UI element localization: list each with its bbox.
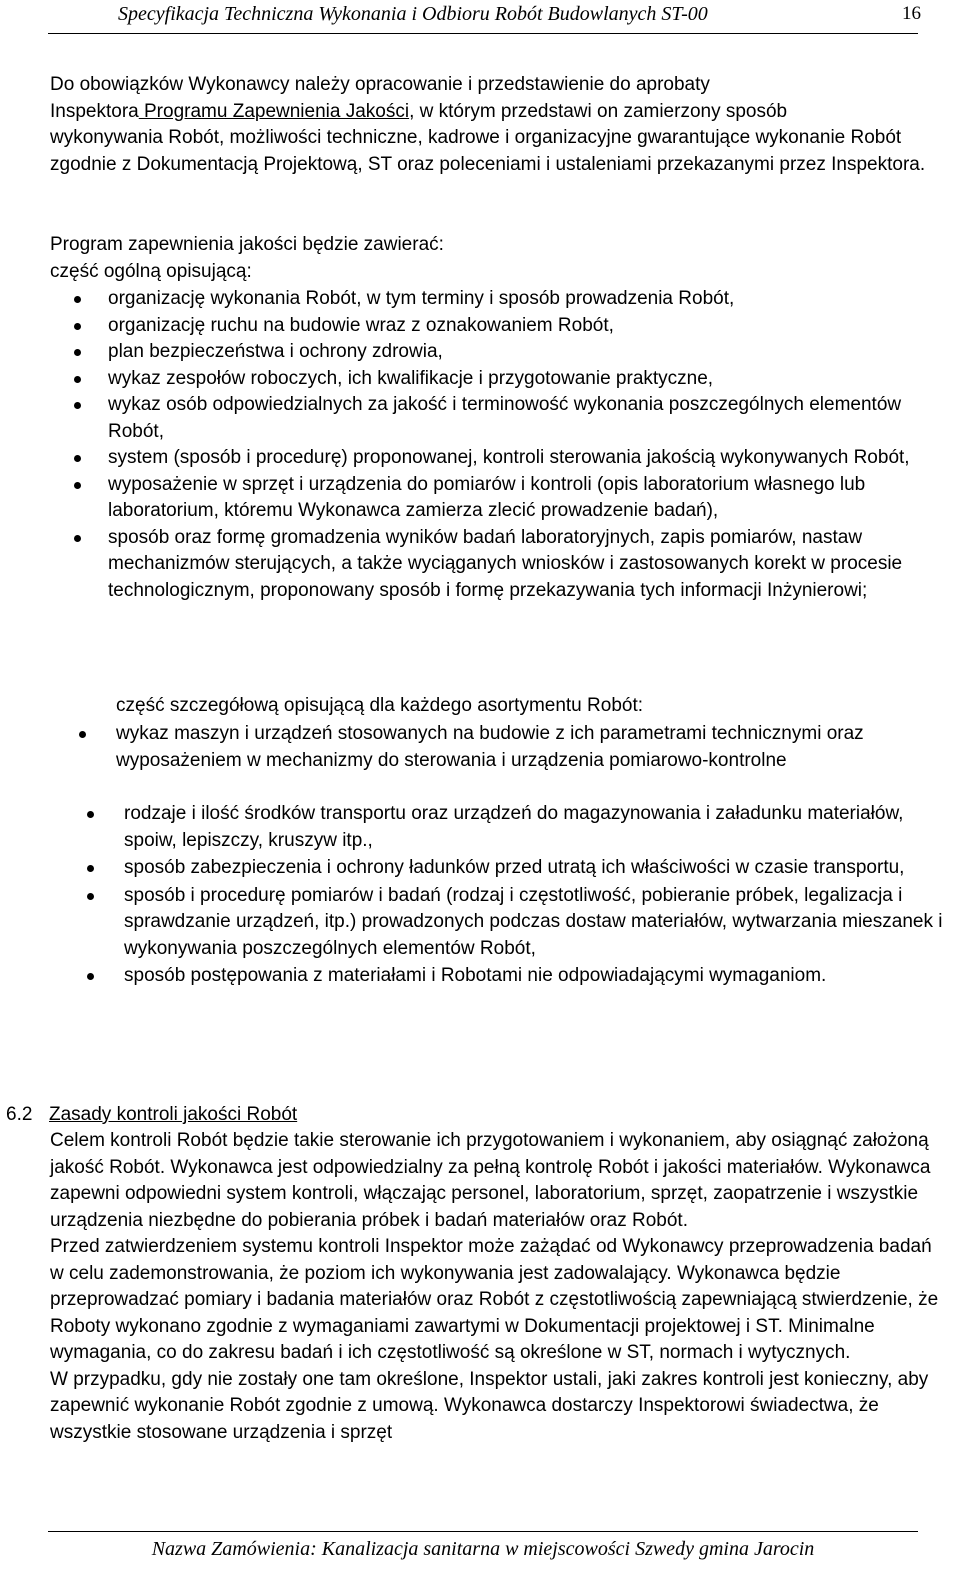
list-item-text: organizację wykonania Robót, w tym terminy i sposób prowadzenia Robót, [108,288,735,309]
list-item-text: wyposażenie w sprzęt i urządzenia do pomiarów i kontroli (opis laboratorium własnego lub laboratorium, któremu Wykonawca zamierza zlecić prowadzenie badań), [108,473,866,521]
list-item-text: rodzaje i ilość środków transportu oraz urządzeń do magazynowania i załadunku materiałów, spoiw, lepiszczy, kruszyw itp., [124,803,904,851]
section-paragraph: Celem kontroli Robót będzie takie sterowanie ich przygotowaniem i wykonaniem, aby osiągnąć założoną jakość Robót. Wykonawca jest odpowiedzialny za pełną kontrolę Robót i jakości materiałów. Wykonawca zapewni odpowiedni system kontroli, włączając personel, laboratorium, sprzęt, zaopatrzenie i wszystkie urządzenia niezbędne do pobierania próbek i badań materiałów oraz Robót. [50,1130,931,1231]
list-item-text: sposób postępowania z materiałami i Robotami nie odpowiadającymi wymaganiom. [124,965,827,986]
list-item-text: wykaz zespołów roboczych, ich kwalifikacje i przygotowanie praktyczne, [108,367,714,389]
bullet-icon [87,973,94,980]
bullet-icon [74,402,81,409]
list-item [108,339,958,366]
list-item [108,472,958,525]
list-item-text: sposób i procedurę pomiarów i badań (rodzaj i częstotliwość, pobieranie próbek, legalizacja i sprawdzanie urządzeń, itp.) prowadzonych podczas dostaw materiałów, wytwarzania mieszanek i wykonywania poszczególnych elementów Robót, [124,884,943,959]
quality-program-link[interactable]: Programu Zapewnienia Jakości [138,100,410,122]
list-item [108,313,958,340]
intro-rest: wykonywania Robót, możliwości techniczne, kadrowe i organizacyjne gwarantujące wykonanie Robót zgodnie z Dokumentacją Projektową, ST oraz poleceniami i ustaleniami przekazanymi przez Inspektora. [50,127,926,175]
list-item [108,525,958,605]
list-item-text: sposób zabezpieczenia i ochrony ładunków przed utratą ich właściwości w czasie transportu, [124,857,905,878]
intro-line1: Do obowiązków Wykonawcy należy opracowanie i przedstawienie do aprobaty [50,74,710,95]
list-item-text: wykaz maszyn i urządzeń stosowanych na budowie z ich parametrami technicznymi oraz wyposażeniem w mechanizmy do sterowania i urządzenia pomiarowo-kontrolne [116,723,864,771]
program-line2: część ogólną opisującą: [50,260,252,282]
general-part-list [108,286,958,604]
page-header [48,0,921,34]
list-item [124,855,956,882]
bullet-icon [87,865,94,872]
bullet-icon [74,482,81,489]
list-item [124,801,956,854]
footer-text: Nazwa Zamówienia: Kanalizacja sanitarna w miejscowości Szwedy gmina Jarocin [151,1538,815,1560]
list-item [108,445,958,472]
intro-line2-prefix: Inspektora [50,100,139,122]
list-item-text: organizację ruchu na budowie wraz z oznakowaniem Robót, [108,314,614,336]
bullet-icon [74,535,81,542]
detail-part-list [124,801,956,991]
list-item [116,721,946,774]
list-item [124,883,956,963]
list-item [124,963,956,990]
section-body [50,1128,945,1446]
intro-paragraph [50,72,930,178]
section-paragraph: Przed zatwierdzeniem systemu kontroli Inspektor może zażądać od Wykonawcy przeprowadzenia badań w celu zademonstrowania, że poziom ich wykonywania jest zadowalający. Wykonawca będzie przeprowadzać pomiary i badania materiałów oraz Robót z częstotliwością zapewniającą stwierdzenie, że Roboty wykonano zgodnie z wymaganiami zawartymi w Dokumentacji projektowej i ST. Minimalne wymagania, co do zakresu badań i ich częstotliwość są określone w ST, normach i wytycznych. [50,1236,939,1363]
bullet-icon [74,376,81,383]
bullet-icon [87,893,94,900]
bullet-icon [79,731,86,738]
bullet-icon [74,349,81,356]
list-item-text: system (sposób i procedurę) proponowanej, kontroli sterowania jakością wykonywanych Robót, [108,447,910,468]
bullet-icon [87,811,94,818]
intro-line2-suffix: , w którym przedstawi on zamierzony sposób [409,100,788,122]
section-paragraph: W przypadku, gdy nie zostały one tam określone, Inspektor ustali, jaki zakres kontroli jest konieczny, aby zapewnić wykonanie Robót zgodnie z umową. Wykonawca dostarczy Inspektorowi świadectwa, że wszystkie stosowane urządzenia i sprzęt [50,1368,929,1443]
section-number: 6.2 [6,1104,33,1125]
program-line1: Program zapewnienia jakości będzie zawierać: [50,234,444,255]
list-item [108,286,958,313]
list-item-text: wykaz osób odpowiedzialnych za jakość i terminowość wykonania poszczególnych elementów Robót, [108,394,902,442]
header-title: Specyfikacja Techniczna Wykonania i Odbioru Robót Budowlanych ST-00 [118,3,708,25]
bullet-icon [74,455,81,462]
section-title: Zasady kontroli jakości Robót [49,1104,298,1125]
page-footer [48,1531,918,1561]
bullet-icon [74,296,81,303]
list-item [108,366,958,393]
list-item [108,392,958,445]
list-item-text: plan bezpieczeństwa i ochrony zdrowia, [108,341,443,362]
detail-part-list-first [116,721,946,774]
bullet-icon [74,323,81,330]
detail-part-heading: część szczegółową opisującą dla każdego asortymentu Robót: [116,695,644,716]
page-number: 16 [902,3,921,24]
section-heading [6,1102,297,1129]
list-item-text: sposób oraz formę gromadzenia wyników badań laboratoryjnych, zapis pomiarów, nastaw mechanizmów sterujących, a także wyciąganych wniosków i zastosowanych korekt w procesie technologicznym, proponowany sposób i formę przekazywania tych informacji Inżynierowi; [108,526,903,601]
program-intro [50,232,930,285]
